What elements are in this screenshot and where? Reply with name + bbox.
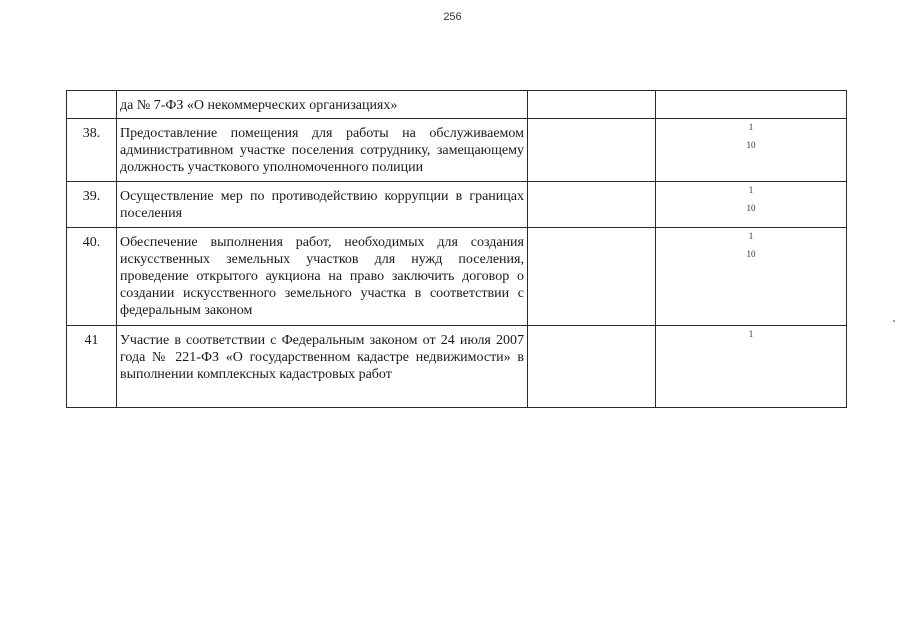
row-number-cell: 38. <box>67 119 117 182</box>
row-text-cell <box>117 119 528 182</box>
row-number-cell <box>67 91 117 119</box>
empty-cell <box>528 119 656 182</box>
marks-cell <box>656 182 847 228</box>
row-number-cell: 41 <box>67 326 117 408</box>
mark-value: 10 <box>746 249 756 259</box>
empty-cell <box>528 91 656 119</box>
marks-cell <box>656 326 847 408</box>
mark-value: 1 <box>748 122 754 132</box>
marks-cell <box>656 228 847 326</box>
table-row <box>67 182 847 228</box>
empty-cell <box>528 228 656 326</box>
mark-value: 1 <box>748 231 754 241</box>
row-text: Участие в соответствии с Федеральным законом от 24 июля 2007 года № 221-ФЗ «О государственном кадастре недвижимости» в выполнении комплексных кадастровых работ <box>120 333 524 382</box>
marks-cell <box>656 91 847 119</box>
mark-value: 10 <box>746 203 756 213</box>
row-text-cell <box>117 182 528 228</box>
page-number: 256 <box>443 11 462 23</box>
scan-speck <box>893 320 895 322</box>
row-text-cell <box>117 91 528 119</box>
empty-cell <box>528 182 656 228</box>
table-row <box>67 119 847 182</box>
row-number-cell: 40. <box>67 228 117 326</box>
row-text: да № 7-ФЗ «О некоммерческих организациях» <box>120 98 398 113</box>
row-text-cell <box>117 228 528 326</box>
municipal-powers-table <box>66 90 847 408</box>
table-row <box>67 228 847 326</box>
row-text: Предоставление помещения для работы на обслуживаемом административном участке поселения сотруднику, замещающему должность участкового уполномоченного полиции <box>120 126 524 175</box>
empty-cell <box>528 326 656 408</box>
row-text: Обеспечение выполнения работ, необходимых для создания искусственных земельных участков для нужд поселения, проведение открытого аукциона на право заключить договор о создании искусственного земельного участка в соответствии с федеральным законом <box>120 235 524 318</box>
table-row <box>67 91 847 119</box>
mark-value: 10 <box>746 140 756 150</box>
row-text: Осуществление мер по противодействию коррупции в границах поселения <box>120 189 524 221</box>
mark-value: 1 <box>748 329 754 339</box>
mark-value: 1 <box>748 185 754 195</box>
table-row <box>67 326 847 408</box>
row-text-cell <box>117 326 528 408</box>
row-number-cell: 39. <box>67 182 117 228</box>
marks-cell <box>656 119 847 182</box>
